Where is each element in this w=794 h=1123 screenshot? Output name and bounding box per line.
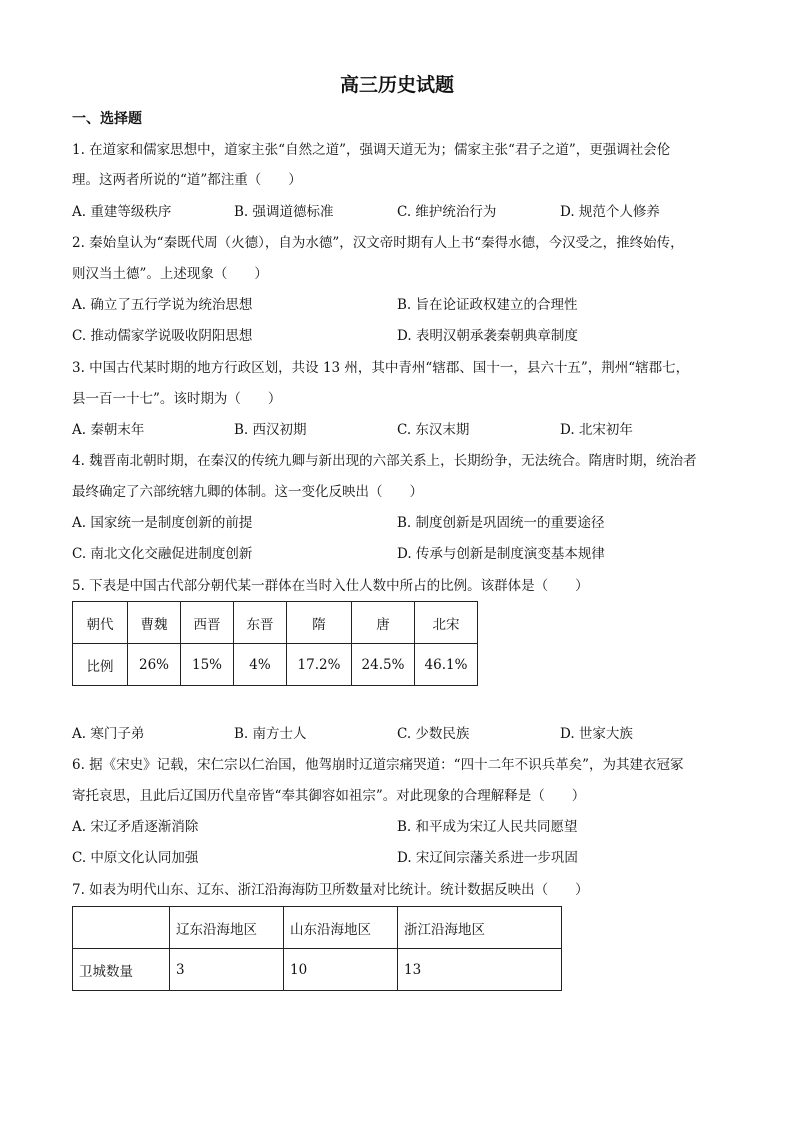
table-cell: 3 [170,949,284,991]
q6-stem-line-1: 6. 据《宋史》记载，宋仁宗以仁治国，他驾崩时辽道宗痛哭道：“四十二年不识兵革矣”，为其建衣冠冢 [72,757,684,773]
q6-option-b: B. 和平成为宋辽人民共同愿望 [397,819,578,835]
q4-option-d: D. 传承与创新是制度演变基本规律 [397,546,605,562]
table-cell: 浙江沿海地区 [398,907,562,949]
table-cell: 北宋 [415,602,478,644]
q3-option-d: D. 北宋初年 [560,422,633,438]
table-cell: 山东沿海地区 [284,907,398,949]
table-cell: 西晋 [181,602,234,644]
q1-stem-line-2: 理。这两者所说的“道”都注重（ ） [72,172,302,188]
table-cell: 26% [128,644,181,686]
table-row [73,644,478,686]
q4-stem-line-1: 4. 魏晋南北朝时期，在秦汉的传统九卿与新出现的六部关系上，长期纷争，无法统合。隋唐时期，统治者 [72,453,697,469]
q2-option-a: A. 确立了五行学说为统治思想 [72,297,253,313]
q3-option-c: C. 东汉末期 [397,422,470,438]
table-cell: 24.5% [352,644,415,686]
table-cell: 10 [284,949,398,991]
table-cell: 13 [398,949,562,991]
q2-option-d: D. 表明汉朝承袭秦朝典章制度 [397,328,578,344]
table-header-row [73,602,478,644]
q7-garrison-table [72,906,562,991]
table-cell: 唐 [352,602,415,644]
q1-option-a: A. 重建等级秩序 [72,204,172,220]
q1-option-b: B. 强调道德标准 [234,204,334,220]
q6-option-c: C. 中原文化认同加强 [72,850,199,866]
q5-option-a: A. 寒门子弟 [72,726,145,742]
q6-stem-line-2: 寄托哀思，且此后辽国历代皇帝皆“奉其御容如祖宗”。对此现象的合理解释是（ ） [72,788,586,804]
q3-stem-line-1: 3. 中国古代某时期的地方行政区划，共设 13 州，其中青州“辖郡、国十一，县六十五”，荆州“辖郡七， [72,360,690,376]
q4-option-b: B. 制度创新是巩固统一的重要途径 [397,515,605,531]
q1-option-d: D. 规范个人修养 [560,204,660,220]
q1-option-c: C. 维护统治行为 [397,204,497,220]
table-cell: 17.2% [287,644,352,686]
q6-option-a: A. 宋辽矛盾逐渐消除 [72,819,199,835]
table-header-row [73,907,562,949]
q2-option-b: B. 旨在论证政权建立的合理性 [397,297,578,313]
q2-stem-line-2: 则汉当土德”。上述现象（ ） [72,266,268,282]
q4-stem-line-2: 最终确定了六部统辖九卿的体制。这一变化反映出（ ） [72,484,423,500]
q6-option-d: D. 宋辽间宗藩关系进一步巩固 [397,850,578,866]
page-title: 高三历史试题 [339,74,454,96]
table-cell: 比例 [73,644,128,686]
q4-option-c: C. 南北文化交融促进制度创新 [72,546,253,562]
table-cell: 隋 [287,602,352,644]
q5-stem-line-1: 5. 下表是中国古代部分朝代某一群体在当时入仕人数中所占的比例。该群体是（ ） [72,578,589,594]
table-cell: 曹魏 [128,602,181,644]
table-cell: 46.1% [415,644,478,686]
table-cell: 辽东沿海地区 [170,907,284,949]
table-cell [73,907,170,949]
q3-option-b: B. 西汉初期 [234,422,307,438]
q3-option-a: A. 秦朝末年 [72,422,145,438]
table-cell: 4% [234,644,287,686]
q7-stem-line-1: 7. 如表为明代山东、辽东、浙江沿海海防卫所数量对比统计。统计数据反映出（ ） [72,882,589,898]
q3-stem-line-2: 县一百一十七”。该时期为（ ） [72,391,282,407]
q5-option-b: B. 南方士人 [234,726,307,742]
table-cell: 朝代 [73,602,128,644]
q4-option-a: A. 国家统一是制度创新的前提 [72,515,253,531]
q2-option-c: C. 推动儒家学说吸收阴阳思想 [72,328,253,344]
table-cell: 东晋 [234,602,287,644]
q2-stem-line-1: 2. 秦始皇认为“秦既代周（火德），自为水德”，汉文帝时期有人上书“秦得水德，今汉受之，推终始传， [72,235,684,251]
q1-stem-line-1: 1. 在道家和儒家思想中，道家主张“自然之道”，强调天道无为；儒家主张“君子之道”，更强调社会伦 [72,142,671,158]
q5-option-d: D. 世家大族 [560,726,633,742]
table-cell: 15% [181,644,234,686]
q5-option-c: C. 少数民族 [397,726,470,742]
table-row [73,949,562,991]
q5-ratio-table [72,601,478,686]
table-cell: 卫城数量 [73,949,170,991]
section-heading: 一、选择题 [72,111,142,127]
